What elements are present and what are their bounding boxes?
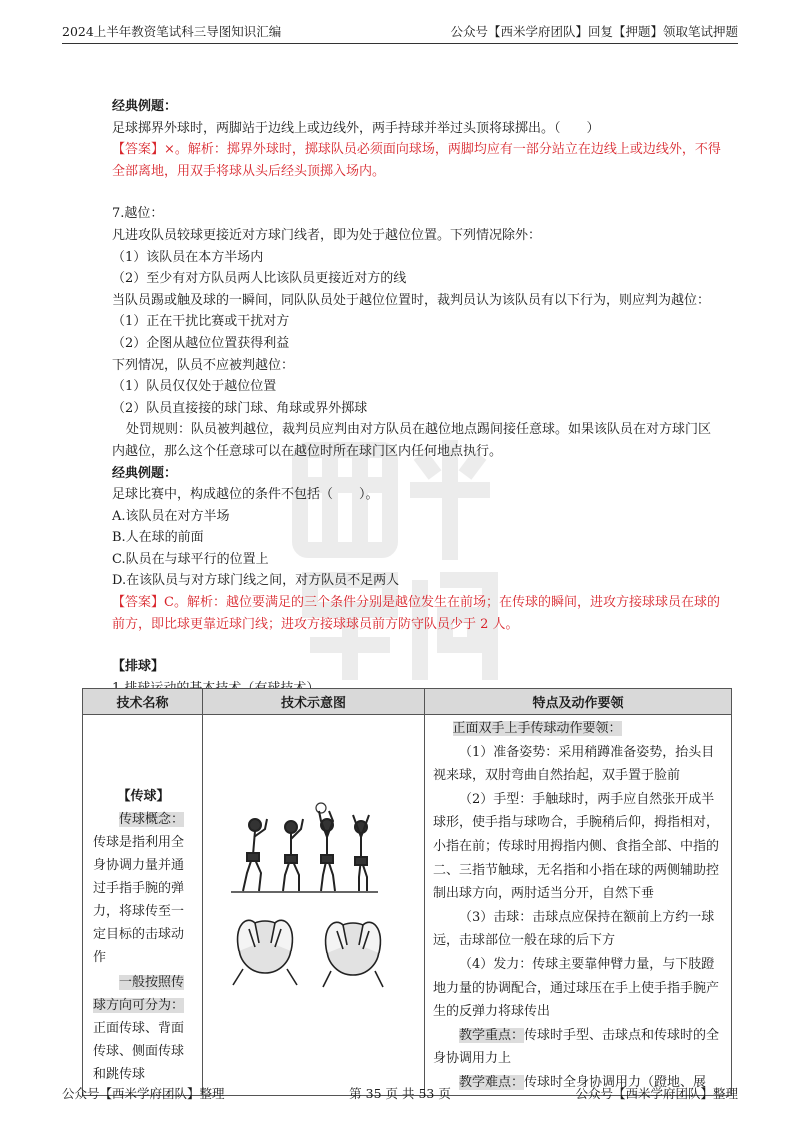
example2-title: 经典例题： bbox=[112, 465, 178, 481]
points-heading-text: 正面双手上手传球动作要领： bbox=[452, 721, 622, 736]
concept-label: 传球概念： bbox=[119, 812, 185, 827]
technique-table bbox=[82, 688, 732, 1096]
types-label: 一般按照传球方向可分为： bbox=[93, 975, 185, 1013]
points-heading bbox=[433, 717, 723, 741]
technique-name-cell bbox=[83, 715, 203, 1096]
volleyball-title: 【排球】 bbox=[112, 659, 165, 675]
table-row bbox=[83, 715, 732, 1096]
technique-title: 【传球】 bbox=[117, 789, 170, 804]
offside-line: （1）该队员在本方半场内 bbox=[112, 249, 264, 265]
table-header-row bbox=[83, 689, 732, 715]
offside-line: （2）企图从越位位置获得利益 bbox=[112, 335, 290, 351]
teaching-key-text: 传球时手型、击球点和传球时的全身协调用力上 bbox=[433, 1027, 720, 1067]
point-item: （1）准备姿势：采用稍蹲准备姿势，抬头目视来球，双肘弯曲自然抬起，双手置于脸前 bbox=[433, 744, 715, 784]
setting-figure-illustration bbox=[203, 715, 425, 1060]
header-title: 2024上半年教资笔试科三导图知识汇编 bbox=[62, 24, 282, 39]
example2-option: A.该队员在对方半场 bbox=[112, 508, 230, 524]
example2-question: 足球比赛中，构成越位的条件不包括（ ）。 bbox=[112, 487, 379, 503]
page-header bbox=[62, 20, 738, 44]
header-technique-name: 技术名称 bbox=[83, 689, 203, 715]
page-footer bbox=[62, 1084, 738, 1102]
offside-line: （1）队员仅仅处于越位位置 bbox=[112, 379, 277, 395]
example2-option: D.在该队员与对方球门线之间，对方队员不足两人 bbox=[112, 573, 400, 589]
header-promo: 公众号【西米学府团队】回复【押题】领取笔试押题 bbox=[450, 24, 738, 39]
example2-option: C.队员在与球平行的位置上 bbox=[112, 551, 269, 567]
offside-line: 凡进攻队员较球更接近对方球门线者，即为处于越位位置。下列情况除外： bbox=[112, 227, 542, 243]
offside-line: （1）正在干扰比赛或干扰对方 bbox=[112, 314, 290, 330]
offside-line: （2）队员直接接的球门球、角球或界外掷球 bbox=[112, 400, 368, 416]
teaching-key bbox=[433, 1024, 723, 1071]
types-text bbox=[93, 971, 194, 1086]
header-technique-diagram: 技术示意图 bbox=[203, 689, 425, 715]
teaching-difficulty-text: 传球时全身协调用力（蹬地、展 bbox=[524, 1074, 707, 1090]
example1-question: 足球掷界外球时，两脚站于边线上或边线外，两手持球并举过头顶将球掷出。（ ） bbox=[112, 120, 600, 136]
teaching-difficulty-label: 教学难点： bbox=[459, 1074, 525, 1090]
offside-line: 处罚规则：队员被判越位，裁判员应判由对方队员在越位地点踢间接任意球。如果该队员在对方球门区 bbox=[126, 422, 712, 438]
offside-line: 下列情况，队员不应被判越位： bbox=[112, 357, 295, 373]
footer-left: 公众号【西米学府团队】整理 bbox=[62, 1086, 225, 1101]
teaching-key-label: 教学重点： bbox=[459, 1027, 525, 1043]
footer-right: 公众号【西米学府团队】整理 bbox=[575, 1086, 738, 1101]
example1-title: 经典例题： bbox=[112, 99, 178, 114]
example2-answer: 【答案】C。解析：越位要满足的三个条件分别是越位发生在前场；在传球的瞬间，进攻方接球球员在球的前方，即比球更靠近球门线；进攻方接球球员前方防守队员少于 2 人。 bbox=[112, 595, 720, 632]
header-technique-points: 特点及动作要领 bbox=[425, 689, 732, 715]
concept-body: 传球是指利用全身协调力量并通过手指手腕的弹力，将球传至一定目标的击球动作 bbox=[93, 835, 185, 965]
offside-line: （2）至少有对方队员两人比该队员更接近对方的线 bbox=[112, 271, 407, 287]
concept-text bbox=[93, 808, 194, 969]
point-item: （2）手型：手触球时，两手应自然张开成半球形，使手指与球吻合，手腕稍后仰，拇指相对，小指在前；传球时用拇指内侧、食指全部、中指的二、三指节触球，无名指和小指在球的两侧辅助控制出球方向，两肘适当分开，自然下垂 bbox=[433, 791, 720, 902]
offside-title: 7.越位： bbox=[112, 206, 164, 222]
types-body: 正面传球、背面传球、侧面传球和跳传球 bbox=[93, 1021, 185, 1082]
point-item: （3）击球：击球点应保持在额前上方约一球远，击球部位一般在球的后下方 bbox=[433, 909, 715, 949]
technique-diagram-cell bbox=[203, 715, 425, 1096]
offside-line: 当队员踢或触及球的一瞬间，同队队员处于越位位置时，裁判员认为该队员有以下行为，则应判为越位： bbox=[112, 292, 711, 308]
technique-points-cell bbox=[425, 715, 732, 1096]
point-item: （4）发力：传球主要靠伸臂力量，与下肢蹬地力量的协调配合，通过球压在手上使手指手腕产生的反弹力将球传出 bbox=[433, 956, 720, 1020]
example2-option: B.人在球的前面 bbox=[112, 530, 204, 546]
example1-answer: 【答案】×。解析：掷界外球时，掷球队员必须面向球场，两脚均应有一部分站立在边线上或边线外，不得全部离地，用双手将球从头后经头顶掷入场内。 bbox=[112, 142, 721, 179]
main-content bbox=[112, 96, 722, 699]
page-number: 第 35 页 共 53 页 bbox=[349, 1086, 451, 1101]
offside-line: 内越位，那么这个任意球可以在越位时所在球门区内任何地点执行。 bbox=[112, 443, 503, 459]
